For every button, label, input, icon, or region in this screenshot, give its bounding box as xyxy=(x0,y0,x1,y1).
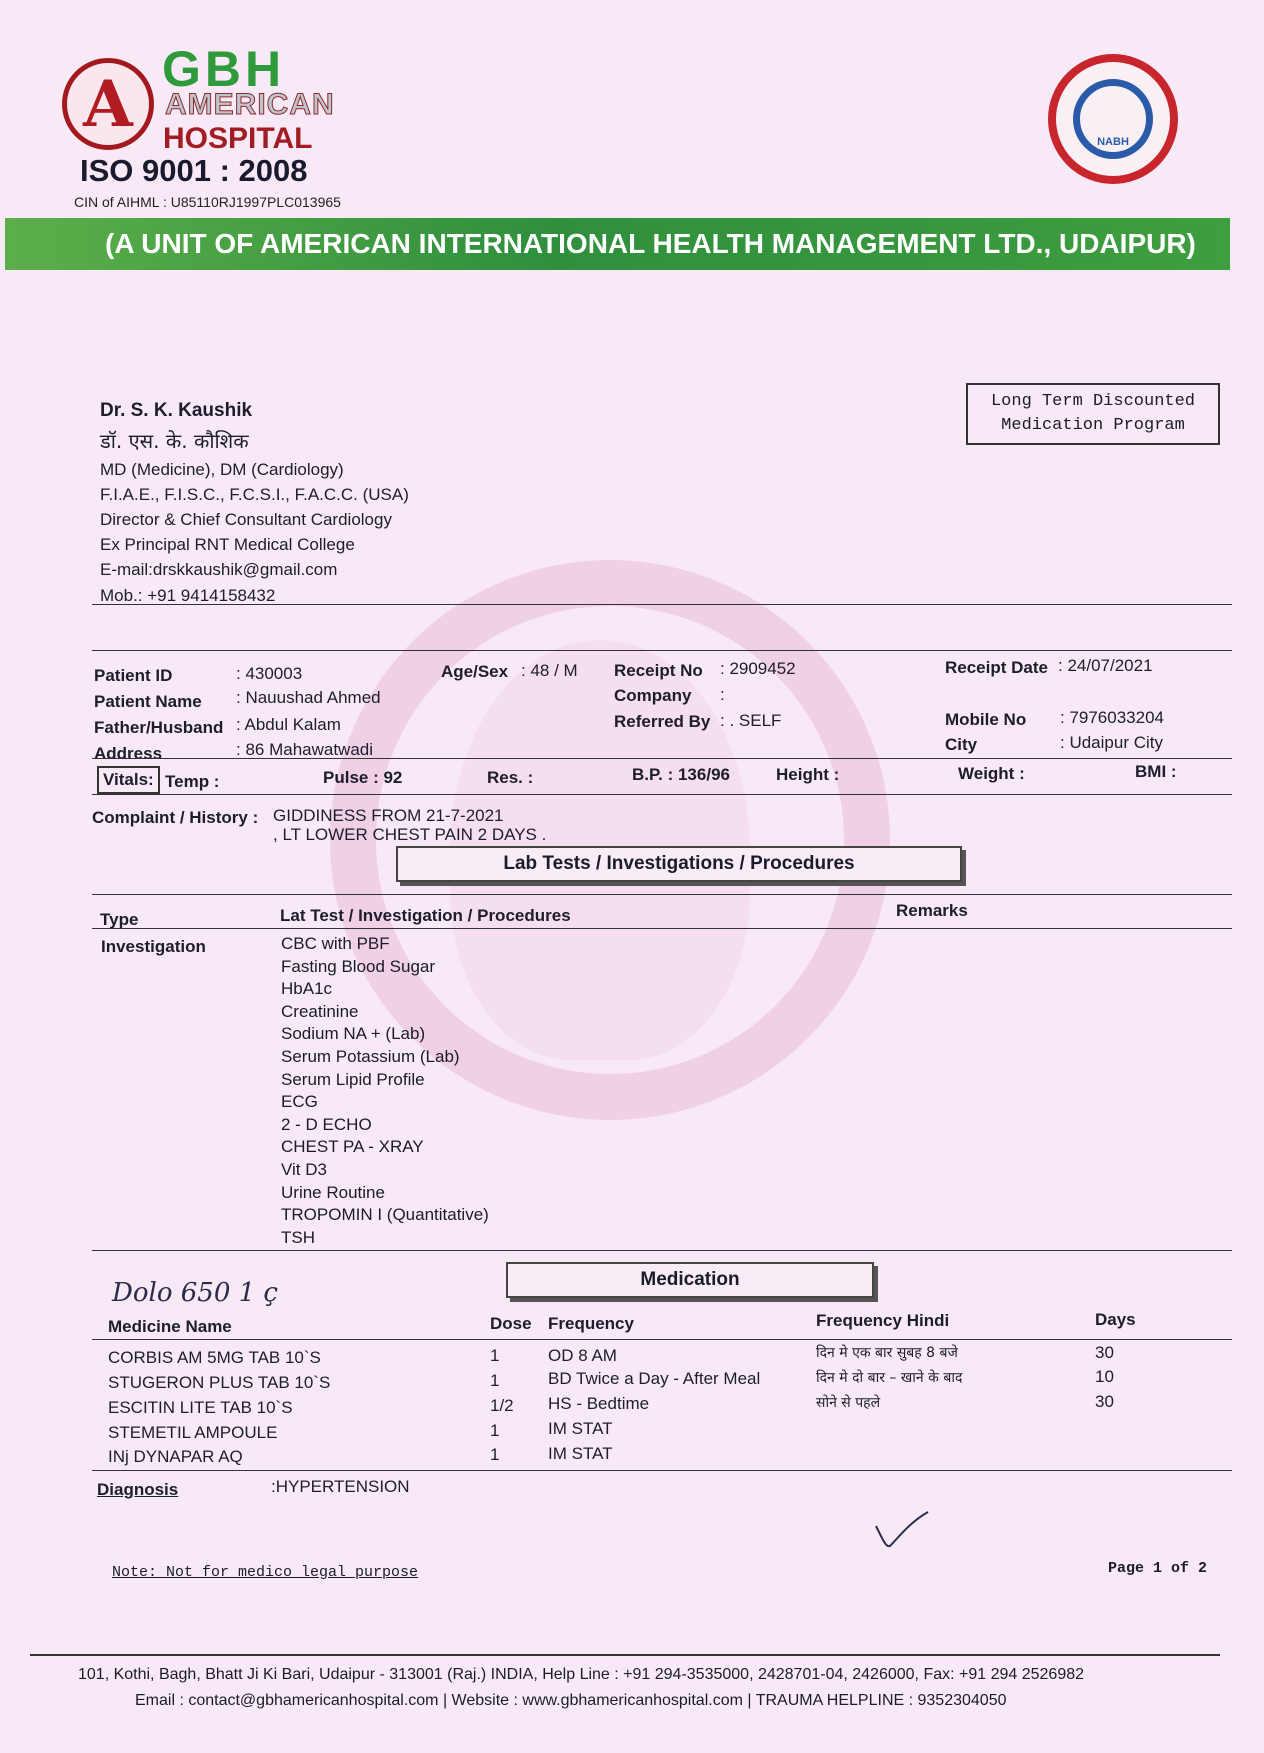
med-dose: 1/2 xyxy=(490,1396,514,1415)
brand-gbh: GBH xyxy=(162,41,286,97)
lab-item: TSH xyxy=(281,1227,315,1247)
address-value: : 86 Mahawatwadi xyxy=(236,740,374,759)
hospital-logo-icon xyxy=(62,58,154,150)
patient-name-value: : Nauushad Ahmed xyxy=(236,688,381,707)
med-col-name: Medicine Name xyxy=(108,1317,232,1336)
company-label: Company xyxy=(614,686,692,705)
footer-note: Note: Not for medico legal purpose xyxy=(112,1564,419,1581)
med-col-frequency-hindi: Frequency Hindi xyxy=(816,1311,950,1330)
tick-mark-icon xyxy=(872,1508,932,1552)
lab-item: Vit D3 xyxy=(281,1159,327,1179)
receipt-no-value: : 2909452 xyxy=(720,659,796,678)
receipt-date-label: Receipt Date xyxy=(945,658,1048,677)
mobile-value: : 7976033204 xyxy=(1060,708,1164,727)
handwritten-note: Dolo 650 1 ç xyxy=(112,1278,278,1308)
lab-type-value: Investigation xyxy=(101,937,206,956)
doctor-designation: Director & Chief Consultant Cardiology xyxy=(100,510,392,529)
footer-address: 101, Kothi, Bagh, Bhatt Ji Ki Bari, Udaipur - 313001 (Raj.) INDIA, Help Line : +91 294-3535000, 2428701-04, 2426000, Fax: +91 294 2526982 xyxy=(78,1666,1085,1683)
city-value: : Udaipur City xyxy=(1060,733,1163,752)
med-dose: 1 xyxy=(490,1445,500,1464)
doctor-mobile: Mob.: +91 9414158432 xyxy=(100,586,276,605)
referred-by-label: Referred By xyxy=(614,712,711,731)
father-label: Father/Husband xyxy=(94,718,224,737)
complaint-line-1: GIDDINESS FROM 21-7-2021 xyxy=(273,806,504,825)
vitals-pulse: Pulse : 92 xyxy=(323,768,403,787)
patient-id-value: : 430003 xyxy=(236,664,303,683)
lab-item: Serum Lipid Profile xyxy=(281,1069,425,1089)
patient-id-label: Patient ID xyxy=(94,666,173,685)
vitals-bp: B.P. : 136/96 xyxy=(632,765,730,784)
divider xyxy=(92,894,1232,895)
med-frequency-hindi: दिन मे दो बार – खाने के बाद xyxy=(816,1370,963,1386)
medication-section-title: Medication xyxy=(506,1262,874,1298)
iso-certification: ISO 9001 : 2008 xyxy=(80,153,308,188)
med-frequency: IM STAT xyxy=(548,1419,613,1438)
agesex-label: Age/Sex xyxy=(441,662,509,681)
page-number: Page 1 of 2 xyxy=(1108,1560,1208,1577)
lab-col-remarks: Remarks xyxy=(896,901,968,920)
program-line-2: Medication Program xyxy=(1001,416,1185,435)
doctor-fellowships: F.I.A.E., F.I.S.C., F.C.S.I., F.A.C.C. (USA) xyxy=(100,485,409,504)
doctor-name: Dr. S. K. Kaushik xyxy=(100,400,253,421)
med-days: 30 xyxy=(1095,1343,1114,1362)
doctor-qualification: MD (Medicine), DM (Cardiology) xyxy=(100,460,344,479)
patient-name-label: Patient Name xyxy=(94,692,202,711)
divider xyxy=(92,1470,1232,1471)
med-frequency-hindi: दिन मे एक बार सुबह 8 बजे xyxy=(816,1345,958,1361)
nabh-seal-icon xyxy=(1048,54,1178,184)
lab-item: 2 - D ECHO xyxy=(281,1114,372,1134)
med-col-dose: Dose xyxy=(490,1314,532,1333)
doctor-name-hindi: डॉ. एस. के. कौशिक xyxy=(100,429,249,453)
mobile-label: Mobile No xyxy=(945,710,1027,729)
agesex-value: : 48 / M xyxy=(521,661,578,680)
lab-col-type: Type xyxy=(100,910,139,929)
brand-hospital: HOSPITAL xyxy=(163,122,313,155)
med-frequency-hindi: सोने से पहले xyxy=(816,1395,881,1411)
med-frequency: HS - Bedtime xyxy=(548,1394,650,1413)
lab-item: CHEST PA - XRAY xyxy=(281,1137,424,1157)
med-col-days: Days xyxy=(1095,1310,1136,1329)
vitals-res: Res. : xyxy=(487,768,534,787)
med-name: INj DYNAPAR AQ xyxy=(108,1447,243,1466)
cin-number: CIN of AIHML : U85110RJ1997PLC013965 xyxy=(74,194,341,210)
med-name: STEMETIL AMPOULE xyxy=(108,1423,278,1442)
lab-item: TROPOMIN I (Quantitative) xyxy=(281,1205,489,1225)
vitals-bmi: BMI : xyxy=(1135,762,1177,781)
lab-item: Serum Potassium (Lab) xyxy=(281,1046,460,1066)
med-days: 10 xyxy=(1095,1367,1114,1386)
city-label: City xyxy=(945,735,978,754)
med-frequency: IM STAT xyxy=(548,1444,613,1463)
diagnosis-value: :HYPERTENSION xyxy=(271,1477,410,1496)
lab-item: CBC with PBF xyxy=(281,934,390,953)
med-dose: 1 xyxy=(490,1371,500,1390)
father-value: : Abdul Kalam xyxy=(236,715,341,734)
doctor-former-position: Ex Principal RNT Medical College xyxy=(100,535,355,554)
unit-banner: (A UNIT OF AMERICAN INTERNATIONAL HEALTH MANAGEMENT LTD., UDAIPUR) xyxy=(5,218,1230,270)
referred-by-value: : . SELF xyxy=(720,711,782,730)
divider xyxy=(92,604,1232,605)
program-line-1: Long Term Discounted xyxy=(990,392,1196,411)
footer-contact: Email : contact@gbhamericanhospital.com | Website : www.gbhamericanhospital.com | TRAUMA HELPLINE : 9352304050 xyxy=(135,1692,1007,1709)
complaint-line-2: , LT LOWER CHEST PAIN 2 DAYS . xyxy=(273,825,547,844)
lab-item: Creatinine xyxy=(281,1001,359,1021)
receipt-date-value: : 24/07/2021 xyxy=(1058,656,1153,675)
med-dose: 1 xyxy=(490,1346,500,1365)
brand-american: AMERICAN xyxy=(165,88,335,121)
divider xyxy=(92,1339,1232,1340)
divider xyxy=(92,758,1232,759)
vitals-temp: Temp : xyxy=(165,772,220,791)
divider xyxy=(92,928,1232,929)
lab-col-test: Lat Test / Investigation / Procedures xyxy=(280,906,571,925)
med-frequency: BD Twice a Day - After Meal xyxy=(548,1369,761,1388)
complaint-label: Complaint / History : xyxy=(92,808,259,827)
med-frequency: OD 8 AM xyxy=(548,1346,617,1365)
vitals-height: Height : xyxy=(776,765,840,784)
lab-item: ECG xyxy=(281,1092,318,1112)
lab-item: Sodium NA + (Lab) xyxy=(281,1024,426,1044)
company-value: : xyxy=(720,685,725,704)
receipt-no-label: Receipt No xyxy=(614,661,703,680)
lab-item: HbA1c xyxy=(281,979,333,999)
divider xyxy=(92,1250,1232,1251)
doctor-email: E-mail:drskkaushik@gmail.com xyxy=(100,560,338,579)
divider xyxy=(92,650,1232,651)
vitals-weight: Weight : xyxy=(958,764,1025,783)
program-box xyxy=(966,383,1220,445)
lab-item: Urine Routine xyxy=(281,1182,385,1202)
logo-letter: A xyxy=(83,66,133,142)
med-name: ESCITIN LITE TAB 10`S xyxy=(108,1398,293,1417)
nabh-label: NABH xyxy=(1097,136,1129,148)
lab-items-list xyxy=(281,933,489,1249)
footer-divider xyxy=(30,1654,1220,1656)
diagnosis-label: Diagnosis xyxy=(97,1480,179,1499)
med-days: 30 xyxy=(1095,1392,1114,1411)
med-col-frequency: Frequency xyxy=(548,1314,634,1333)
vitals-label: Vitals: xyxy=(97,766,160,794)
divider xyxy=(92,794,1232,795)
med-dose: 1 xyxy=(490,1421,500,1440)
med-name: CORBIS AM 5MG TAB 10`S xyxy=(108,1348,321,1367)
med-name: STUGERON PLUS TAB 10`S xyxy=(108,1373,331,1392)
address-label: Address xyxy=(94,744,163,763)
lab-section-title: Lab Tests / Investigations / Procedures xyxy=(396,846,962,882)
lab-item: Fasting Blood Sugar xyxy=(281,956,436,976)
